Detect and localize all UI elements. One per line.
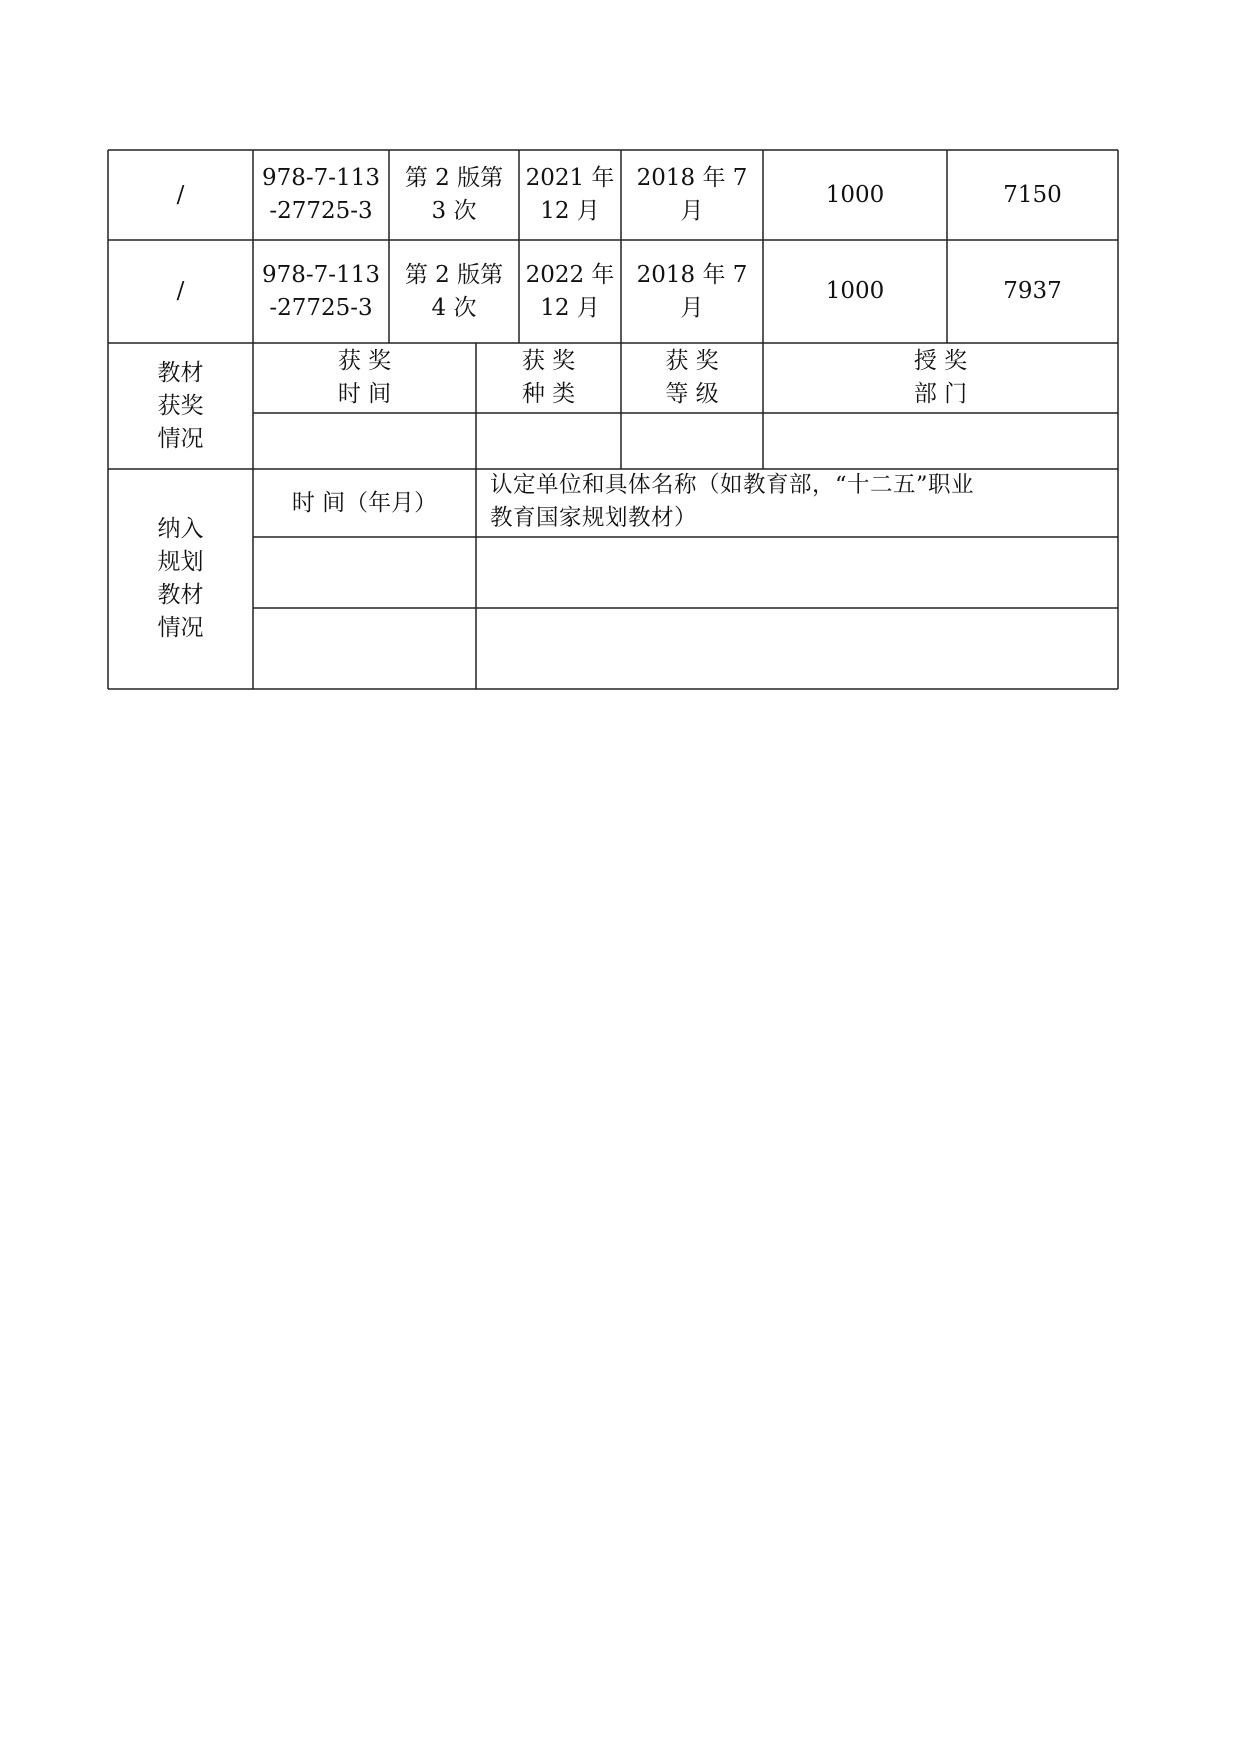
row1-code bbox=[108, 150, 253, 240]
row1-isbn bbox=[253, 150, 389, 240]
row2-edition bbox=[389, 240, 519, 343]
row2-code-text: / bbox=[176, 278, 185, 304]
row1-isbn-line2: -27725-3 bbox=[269, 198, 373, 224]
planning-unit-header bbox=[490, 469, 1116, 537]
row2-isbn-line1: 978-7-113 bbox=[262, 261, 380, 288]
row2-total-qty-text: 7937 bbox=[1003, 278, 1062, 304]
row1-print-date-line1: 2021 年 bbox=[525, 165, 615, 191]
planning-unit-header-line1: 认定单位和具体名称（如教育部，“十二五”职业 bbox=[490, 472, 975, 498]
row2-isbn bbox=[253, 240, 389, 343]
row2-print-date-line1: 2022 年 bbox=[525, 261, 615, 288]
planning-unit-header-line2: 教育国家规划教材） bbox=[490, 505, 698, 531]
planning-label-line4: 情况 bbox=[157, 615, 204, 641]
row2-print-qty-text: 1000 bbox=[825, 278, 885, 304]
row2-edition-line1: 第 2 版第 bbox=[404, 261, 504, 288]
award-header-level-line1: 获 奖 bbox=[665, 348, 719, 374]
award-label-line2: 获奖 bbox=[157, 392, 204, 419]
row2-first-date-line1: 2018 年 7 bbox=[636, 261, 748, 288]
row1-isbn-line1: 978-7-113 bbox=[262, 165, 380, 191]
planning-label-line2: 规划 bbox=[157, 549, 204, 575]
row2-total-qty bbox=[947, 240, 1118, 343]
planning-label-line1: 纳入 bbox=[157, 516, 204, 542]
row2-print-date-line2: 12 月 bbox=[540, 294, 600, 321]
award-section-label bbox=[108, 343, 253, 469]
row2-first-date-line2: 月 bbox=[680, 294, 704, 321]
row2-print-date bbox=[519, 240, 621, 343]
planning-section-label bbox=[108, 469, 253, 689]
award-label-line3: 情况 bbox=[157, 425, 204, 452]
award-header-time bbox=[253, 343, 476, 413]
award-header-dept bbox=[763, 343, 1118, 413]
row1-first-date-line2: 月 bbox=[680, 198, 704, 224]
row1-print-date bbox=[519, 150, 621, 240]
row2-edition-line2: 4 次 bbox=[431, 294, 477, 321]
row1-code-text: / bbox=[176, 181, 185, 208]
award-label-line1: 教材 bbox=[157, 359, 204, 386]
row2-first-date bbox=[621, 240, 763, 343]
award-header-dept-line1: 授 奖 bbox=[913, 348, 968, 374]
row1-print-date-line2: 12 月 bbox=[540, 198, 600, 224]
row1-edition bbox=[389, 150, 519, 240]
row1-edition-line2: 3 次 bbox=[431, 198, 477, 224]
row2-code bbox=[108, 240, 253, 343]
award-header-time-line2: 时 间 bbox=[337, 381, 392, 407]
award-header-type-line2: 种 类 bbox=[521, 381, 576, 407]
planning-label-line3: 教材 bbox=[157, 582, 204, 608]
award-header-dept-line2: 部 门 bbox=[913, 381, 968, 407]
row2-isbn-line2: -27725-3 bbox=[269, 294, 373, 321]
award-header-level-line2: 等 级 bbox=[665, 381, 719, 407]
row1-first-date-line1: 2018 年 7 bbox=[636, 165, 748, 191]
row1-first-date bbox=[621, 150, 763, 240]
planning-time-header-text: 时 间（年月） bbox=[291, 489, 438, 516]
award-header-time-line1: 获 奖 bbox=[337, 348, 392, 374]
row1-edition-line1: 第 2 版第 bbox=[404, 165, 504, 191]
row1-total-qty-text: 7150 bbox=[1003, 181, 1062, 208]
planning-time-header bbox=[253, 469, 476, 537]
row1-total-qty bbox=[947, 150, 1118, 240]
row1-print-qty-text: 1000 bbox=[825, 181, 885, 208]
award-header-level bbox=[621, 343, 763, 413]
row2-print-qty bbox=[763, 240, 947, 343]
row1-print-qty bbox=[763, 150, 947, 240]
award-header-type-line1: 获 奖 bbox=[521, 348, 576, 374]
award-header-type bbox=[476, 343, 621, 413]
